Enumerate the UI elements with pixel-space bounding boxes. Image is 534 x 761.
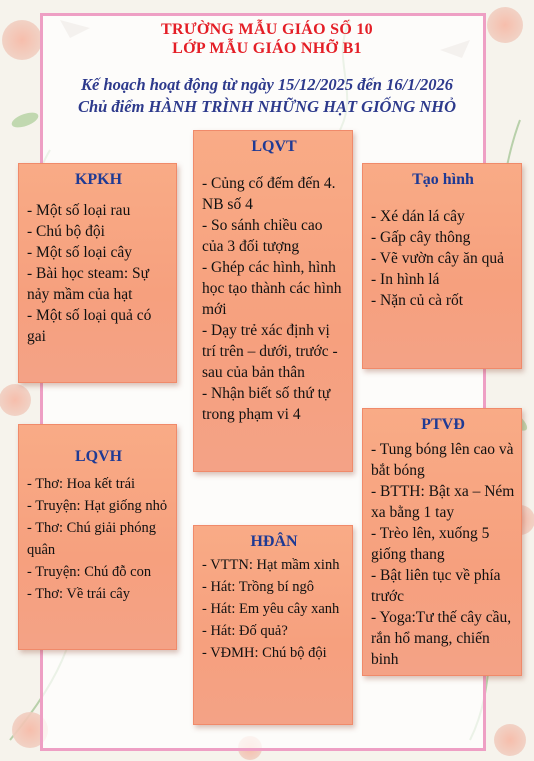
- list-item: - Tung bóng lên cao và bắt bóng: [371, 441, 514, 479]
- kpkh-list: [27, 200, 170, 347]
- list-item: - Truyện: Chú đỗ con: [27, 564, 152, 580]
- lqvh-list: [27, 473, 170, 605]
- hdan-box: [193, 525, 353, 725]
- list-item: - Bật liên tục về phía trước: [371, 567, 501, 605]
- list-item: - Gấp cây thông: [371, 229, 471, 246]
- list-item: - Xé dán lá cây: [371, 208, 465, 225]
- class-name: LỚP MẪU GIÁO NHỠ B1: [172, 40, 362, 57]
- lqvh-title: LQVH: [74, 448, 123, 465]
- list-item: - VTTN: Hạt mầm xinh: [202, 557, 340, 573]
- lqvh-box: [18, 424, 177, 650]
- list-item: - Thơ: Về trái cây: [27, 586, 130, 602]
- list-item: - VĐMH: Chú bộ đội: [202, 645, 327, 661]
- lqvt-list: [202, 173, 346, 425]
- list-item: - Củng cố đếm đến 4. NB số 4: [202, 175, 336, 213]
- plan-info: [0, 74, 534, 118]
- lqvt-box: [193, 130, 353, 472]
- list-item: - Trèo lên, xuống 5 giống thang: [371, 525, 490, 563]
- list-item: - Một số loại cây: [27, 244, 133, 261]
- list-item: - Một số loại quả có gai: [27, 307, 152, 345]
- list-item: - Bài học steam: Sự nảy mầm của hạt: [27, 265, 150, 303]
- list-item: - Nặn củ cà rốt: [371, 292, 464, 309]
- list-item: - Hát: Em yêu cây xanh: [202, 601, 340, 617]
- lqvt-title: LQVT: [251, 138, 297, 155]
- hdan-list: [202, 554, 346, 664]
- tao-hinh-box: [362, 163, 522, 369]
- list-item: - Thơ: Chú giải phóng quân: [27, 520, 157, 558]
- school-name: TRƯỜNG MẪU GIÁO SỐ 10: [161, 21, 373, 38]
- kpkh-box: [18, 163, 177, 383]
- list-item: - BTTH: Bật xa – Ném xa bằng 1 tay: [371, 483, 515, 521]
- kpkh-title: KPKH: [74, 171, 123, 188]
- tao-hinh-title: Tạo hình: [412, 171, 474, 188]
- ptvd-box: [362, 408, 522, 676]
- list-item: - Nhận biết số thứ tự trong phạm vi 4: [202, 385, 331, 423]
- list-item: - Dạy trẻ xác định vị trí trên – dưới, trước - sau của bản thân: [202, 322, 338, 381]
- header: [0, 20, 534, 58]
- list-item: - Ghép các hình, hình học tạo thành các hình mới: [202, 259, 342, 318]
- tao-hinh-list: [371, 206, 515, 311]
- hdan-title: HĐÂN: [250, 533, 298, 550]
- list-item: - Truyện: Hạt giống nhỏ: [27, 498, 168, 514]
- list-item: - So sánh chiều cao của 3 đối tượng: [202, 217, 323, 255]
- list-item: - Yoga:Tư thế cây cầu, rắn hổ mang, chiến binh: [371, 609, 512, 668]
- list-item: - Vẽ vườn cây ăn quả: [371, 250, 504, 267]
- list-item: - In hình lá: [371, 271, 440, 288]
- list-item: - Hát: Đố quả?: [202, 623, 288, 639]
- list-item: - Hát: Trồng bí ngô: [202, 579, 314, 595]
- ptvd-title: PTVĐ: [421, 416, 465, 433]
- theme-line: Chủ điểm HÀNH TRÌNH NHỮNG HẠT GIỐNG NHỎ: [77, 97, 457, 116]
- plan-date-line: Kế hoạch hoạt động từ ngày 15/12/2025 đến 16/1/2026: [81, 75, 453, 94]
- list-item: - Một số loại rau: [27, 202, 131, 219]
- list-item: - Chú bộ đội: [27, 223, 105, 240]
- list-item: - Thơ: Hoa kết trái: [27, 476, 136, 492]
- ptvd-list: [371, 439, 515, 670]
